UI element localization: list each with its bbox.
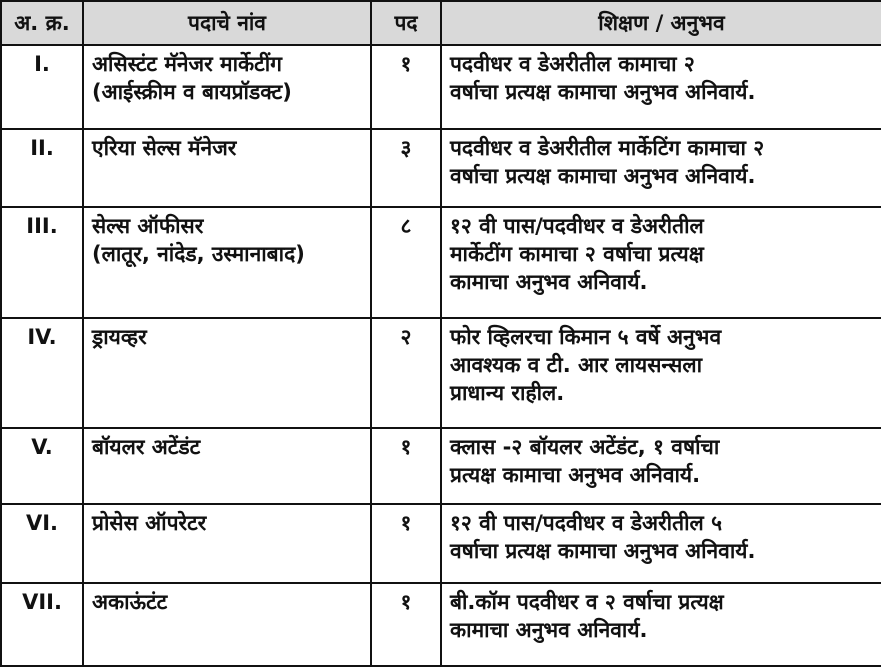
education-cell bbox=[441, 583, 881, 666]
education-line: पदवीधर व डेअरीतील मार्केटिंग कामाचा २ bbox=[450, 136, 765, 160]
table-row bbox=[1, 583, 881, 666]
education-cell bbox=[441, 318, 881, 428]
education-cell bbox=[441, 428, 881, 504]
serial-number-cell: V. bbox=[1, 428, 83, 504]
education-line: बी.कॉम पदवीधर व २ वर्षाचा प्रत्यक्ष bbox=[450, 590, 724, 614]
education-line: कामाचा अनुभव अनिवार्य. bbox=[450, 270, 648, 294]
post-count-cell: १ bbox=[371, 428, 441, 504]
header-serial-number: अ. क्र. bbox=[1, 1, 83, 45]
header-post-name: पदाचे नांव bbox=[83, 1, 371, 45]
post-count-cell: १ bbox=[371, 504, 441, 583]
education-line: मार्केटींग कामाचा २ वर्षाचा प्रत्यक्ष bbox=[450, 242, 704, 266]
post-name-line: (लातूर, नांदेड, उस्मानाबाद) bbox=[92, 242, 305, 266]
serial-number-cell: II. bbox=[1, 129, 83, 207]
table-row bbox=[1, 318, 881, 428]
education-line: वर्षाचा प्रत्यक्ष कामाचा अनुभव अनिवार्य. bbox=[450, 539, 756, 563]
education-line: पदवीधर व डेअरीतील कामाचा २ bbox=[450, 52, 695, 76]
table-row bbox=[1, 428, 881, 504]
education-line: १२ वी पास/पदवीधर व डेअरीतील bbox=[450, 214, 704, 238]
table-row bbox=[1, 504, 881, 583]
education-line: १२ वी पास/पदवीधर व डेअरीतील ५ bbox=[450, 511, 722, 535]
serial-number-cell: VI. bbox=[1, 504, 83, 583]
post-name-cell bbox=[83, 428, 371, 504]
post-name-cell bbox=[83, 318, 371, 428]
serial-number-cell: VII. bbox=[1, 583, 83, 666]
post-count-cell: ८ bbox=[371, 207, 441, 318]
education-cell bbox=[441, 45, 881, 129]
serial-number-cell: III. bbox=[1, 207, 83, 318]
post-name-line: अकाऊंटंट bbox=[92, 590, 168, 614]
table-header-row bbox=[1, 1, 881, 45]
post-name-line: असिस्टंट मॅनेजर मार्केटींग bbox=[92, 52, 282, 76]
education-line: क्लास -२ बॉयलर अटेंडंट, १ वर्षाचा bbox=[450, 435, 720, 459]
education-line: वर्षाचा प्रत्यक्ष कामाचा अनुभव अनिवार्य. bbox=[450, 80, 756, 104]
post-name-cell bbox=[83, 129, 371, 207]
post-name-cell bbox=[83, 207, 371, 318]
post-name-cell bbox=[83, 45, 371, 129]
table-row bbox=[1, 129, 881, 207]
education-line: प्राधान्य राहील. bbox=[450, 381, 565, 405]
post-name-cell bbox=[83, 583, 371, 666]
post-name-line: एरिया सेल्स मॅनेजर bbox=[92, 136, 237, 160]
post-name-cell bbox=[83, 504, 371, 583]
post-name-line: प्रोसेस ऑपरेटर bbox=[92, 511, 207, 535]
education-line: कामाचा अनुभव अनिवार्य. bbox=[450, 618, 648, 642]
table-row bbox=[1, 45, 881, 129]
education-cell bbox=[441, 207, 881, 318]
post-name-line: ड्रायव्हर bbox=[92, 325, 147, 349]
table-row bbox=[1, 207, 881, 318]
serial-number-cell: IV. bbox=[1, 318, 83, 428]
post-count-cell: १ bbox=[371, 583, 441, 666]
post-name-line: बॉयलर अटेंडंट bbox=[92, 435, 201, 459]
header-post-count: पद bbox=[371, 1, 441, 45]
education-line: फोर व्हिलरचा किमान ५ वर्षे अनुभव bbox=[450, 325, 722, 349]
education-cell bbox=[441, 129, 881, 207]
post-name-line: सेल्स ऑफीसर bbox=[92, 214, 204, 238]
post-count-cell: ३ bbox=[371, 129, 441, 207]
education-line: आवश्यक व टी. आर लायसन्सला bbox=[450, 353, 703, 377]
header-education-experience: शिक्षण / अनुभव bbox=[441, 1, 881, 45]
education-line: वर्षाचा प्रत्यक्ष कामाचा अनुभव अनिवार्य. bbox=[450, 164, 756, 188]
serial-number-cell: I. bbox=[1, 45, 83, 129]
education-line: प्रत्यक्ष कामाचा अनुभव अनिवार्य. bbox=[450, 463, 701, 487]
post-name-line: (आईस्क्रीम व बायप्रॉडक्ट) bbox=[92, 80, 292, 104]
post-count-cell: २ bbox=[371, 318, 441, 428]
education-cell bbox=[441, 504, 881, 583]
post-count-cell: १ bbox=[371, 45, 441, 129]
